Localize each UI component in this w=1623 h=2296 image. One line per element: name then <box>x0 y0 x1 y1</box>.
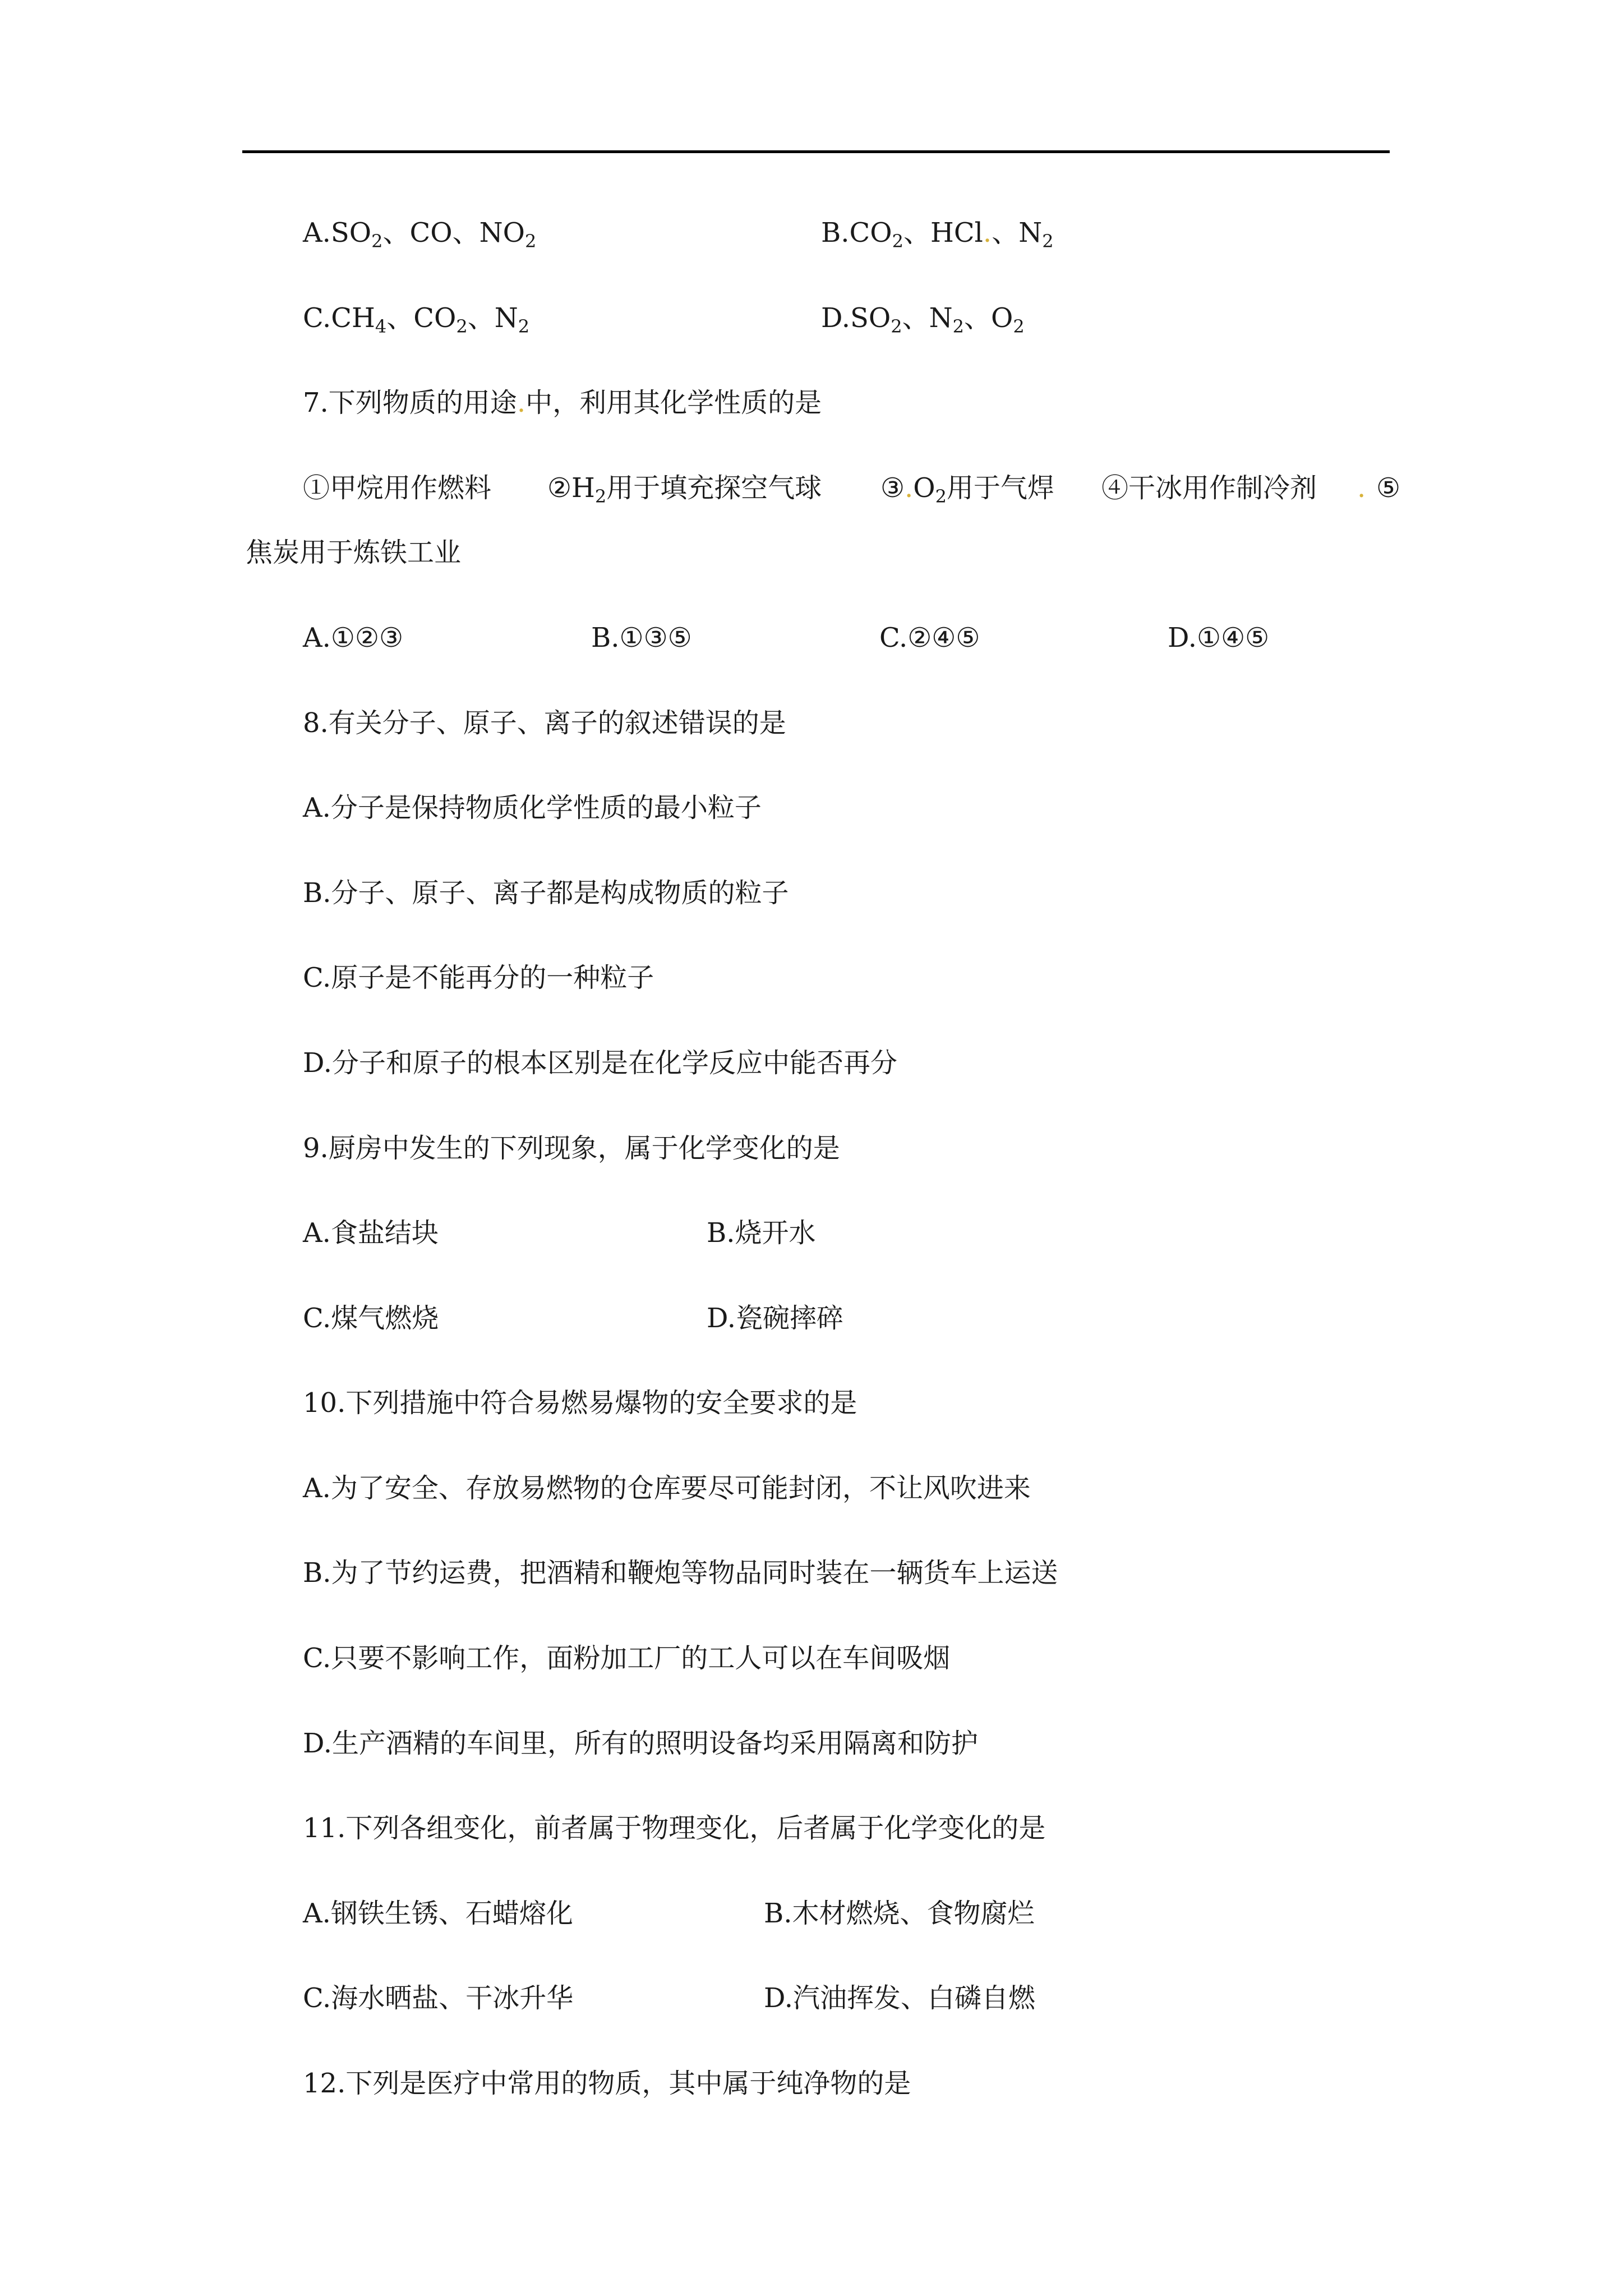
q10-option-b: B.为了节约运费，把酒精和鞭炮等物品同时装在一辆货车上运送 <box>303 1557 1058 1589</box>
q7-option-c: C.②④⑤ <box>879 622 980 654</box>
q10-option-a: A.为了安全、存放易燃物的仓库要尽可能封闭，不让风吹进来 <box>303 1473 1031 1504</box>
q11-stem: 11.下列各组变化，前者属于物理变化，后者属于化学变化的是 <box>303 1812 1046 1844</box>
q11-option-a: A.钢铁生锈、石蜡熔化 <box>303 1898 573 1929</box>
q6-option-b: $B.CO_2$、HCl.、$N_2$ <box>821 217 1054 252</box>
q9-option-b: B.烧开水 <box>707 1217 816 1249</box>
q7-item2: $②H_2$用于填充探空气球 <box>547 472 822 507</box>
q11-option-d: D.汽油挥发、白磷自燃 <box>764 1982 1036 2014</box>
q11-option-b: B.木材燃烧、食物腐烂 <box>764 1898 1035 1929</box>
q7-item-dot: . <box>1357 472 1366 504</box>
q10-stem: 10.下列措施中符合易燃易爆物的安全要求的是 <box>303 1387 857 1419</box>
q7-item1: ①甲烷用作燃料 <box>303 472 492 504</box>
q7-option-a: A.①②③ <box>303 622 404 654</box>
q9-option-c: C.煤气燃烧 <box>303 1303 439 1334</box>
header-rule <box>242 150 1390 153</box>
q7-item4: ④干冰用作制冷剂 <box>1101 472 1317 504</box>
q11-option-c: C.海水晒盐、干冰升华 <box>303 1982 574 2014</box>
q7-option-d: D.①④⑤ <box>1168 622 1270 654</box>
q10-option-d: D.生产酒精的车间里，所有的照明设备均采用隔离和防护 <box>303 1728 979 1759</box>
q7-item5-mark: ⑤ <box>1376 472 1401 504</box>
q9-option-d: D.瓷碗摔碎 <box>707 1303 844 1334</box>
q7-item5-continued: 焦炭用于炼铁工业 <box>246 537 462 568</box>
q6-option-c: $C.CH_4$、$CO_2$、$N_2$ <box>303 302 530 337</box>
q8-option-b: B.分子、原子、离子都是构成物质的粒子 <box>303 877 789 909</box>
q10-option-c: C.只要不影响工作，面粉加工厂的工人可以在车间吸烟 <box>303 1642 951 1674</box>
q7-item3: $③.O_2$用于气焊 <box>880 472 1055 507</box>
q8-option-a: A.分子是保持物质化学性质的最小粒子 <box>303 792 762 823</box>
q6-option-d: $D.SO_2$、$N_2$、$O_2$ <box>821 302 1025 337</box>
q9-option-a: A.食盐结块 <box>303 1217 439 1249</box>
q12-stem: 12.下列是医疗中常用的物质，其中属于纯净物的是 <box>303 2068 911 2099</box>
q6-option-a: $A.SO_2$、CO、$NO_2$ <box>303 217 537 252</box>
q7-option-b: B.①③⑤ <box>591 622 692 654</box>
q8-option-d: D.分子和原子的根本区别是在化学反应中能否再分 <box>303 1047 898 1079</box>
q8-stem: 8.有关分子、原子、离子的叙述错误的是 <box>303 707 786 739</box>
q7-stem: 7.下列物质的用途.中，利用其化学性质的是 <box>303 387 822 418</box>
q8-option-c: C.原子是不能再分的一种粒子 <box>303 962 654 993</box>
q9-stem: 9.厨房中发生的下列现象，属于化学变化的是 <box>303 1133 840 1164</box>
